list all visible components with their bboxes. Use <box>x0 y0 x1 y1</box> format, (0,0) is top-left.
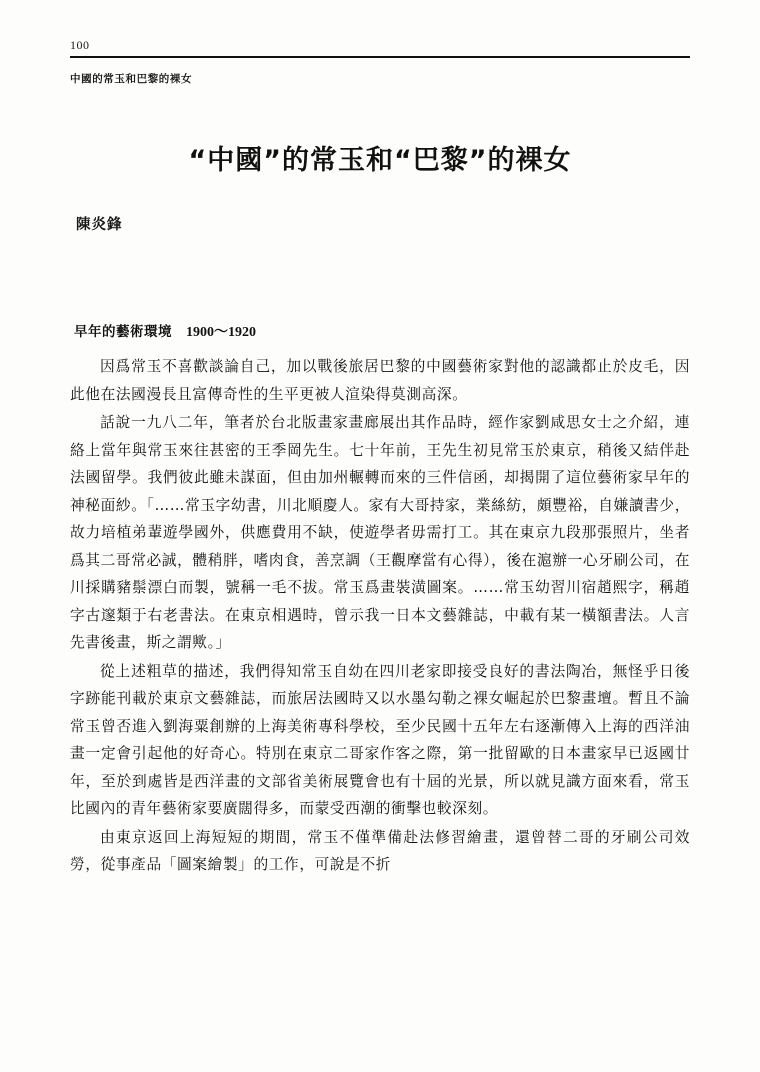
page-number: 100 <box>70 38 90 52</box>
section-heading <box>74 320 690 341</box>
page-content <box>70 38 690 880</box>
header-rule <box>70 56 690 58</box>
section-heading-label: 早年的藝術環境 <box>74 324 172 340</box>
body-paragraph: 由東京返回上海短短的期間，常玉不僅準備赴法修習繪畫，還曾替二哥的牙刷公司效勞，從事產品「圖案繪製」的工作，可說是不折 <box>70 828 690 873</box>
section-heading-years: 1900～1920 <box>186 325 256 340</box>
body-paragraph: 因爲常玉不喜歡談論自己，加以戰後旅居巴黎的中國藝術家對他的認識都止於皮毛，因此他在法國漫長且富傳奇性的生平更被人渲染得莫測高深。 <box>70 358 690 403</box>
author-name: 陳炎鋒 <box>76 217 123 233</box>
body-paragraph: 從上述粗草的描述，我們得知常玉自幼在四川老家即接受良好的書法陶冶，無怪乎日後字跡能刊載於東京文藝雜誌，而旅居法國時又以水墨勾勒之裸女崛起於巴黎畫壇。暫且不論常玉曾否進入劉海粟創辦的上海美術專科學校，至少民國十五年左右逐漸傳入上海的西洋油畫一定會引起他的好奇心。特別在東京二哥家作客之際，第一批留歐的日本畫家早已返國廿年，至於到處皆是西洋畫的文部省美術展覽會也有十屆的光景，所以就見識方面來看，常玉比國內的青年藝術家要廣闊得多，而蒙受西潮的衝擊也較深刻。 <box>70 662 690 817</box>
page-title: “中國”的常玉和“巴黎”的裸女 <box>188 145 572 176</box>
body-paragraph: 話說一九八二年，筆者於台北版畫家畫廊展出其作品時，經作家劉咸思女士之介紹，連絡上當年與常玉來往甚密的王季岡先生。七十年前，王先生初見常玉於東京，稍後又結伴赴法國留學。我們彼此雖未謀面，但由加州輾轉而來的三件信函，却揭開了這位藝術家早年的神秘面紗。「……常玉字幼書，川北順慶人。家有大哥持家，業絲紡，頗豐裕，自嫌讀書少，故力培植弟輩遊學國外，供應費用不缺，使遊學者毋需打工。其在東京九段那張照片，坐者爲其二哥常必誠，體稍胖，嗜肉食，善烹調（王觀摩當有心得），後在滬辦一心牙刷公司，在川採購豬鬃漂白而製，號稱一毛不拔。常玉爲畫裝潢圖案。……常玉幼習川宿趙熙字，稱趙字古邃類于右老書法。在東京相遇時，曾示我一日本文藝雜誌，中載有某一橫額書法。人言先書後畫，斯之謂歟。」 <box>70 414 690 651</box>
running-head: 中國的常玉和巴黎的裸女 <box>70 73 193 85</box>
